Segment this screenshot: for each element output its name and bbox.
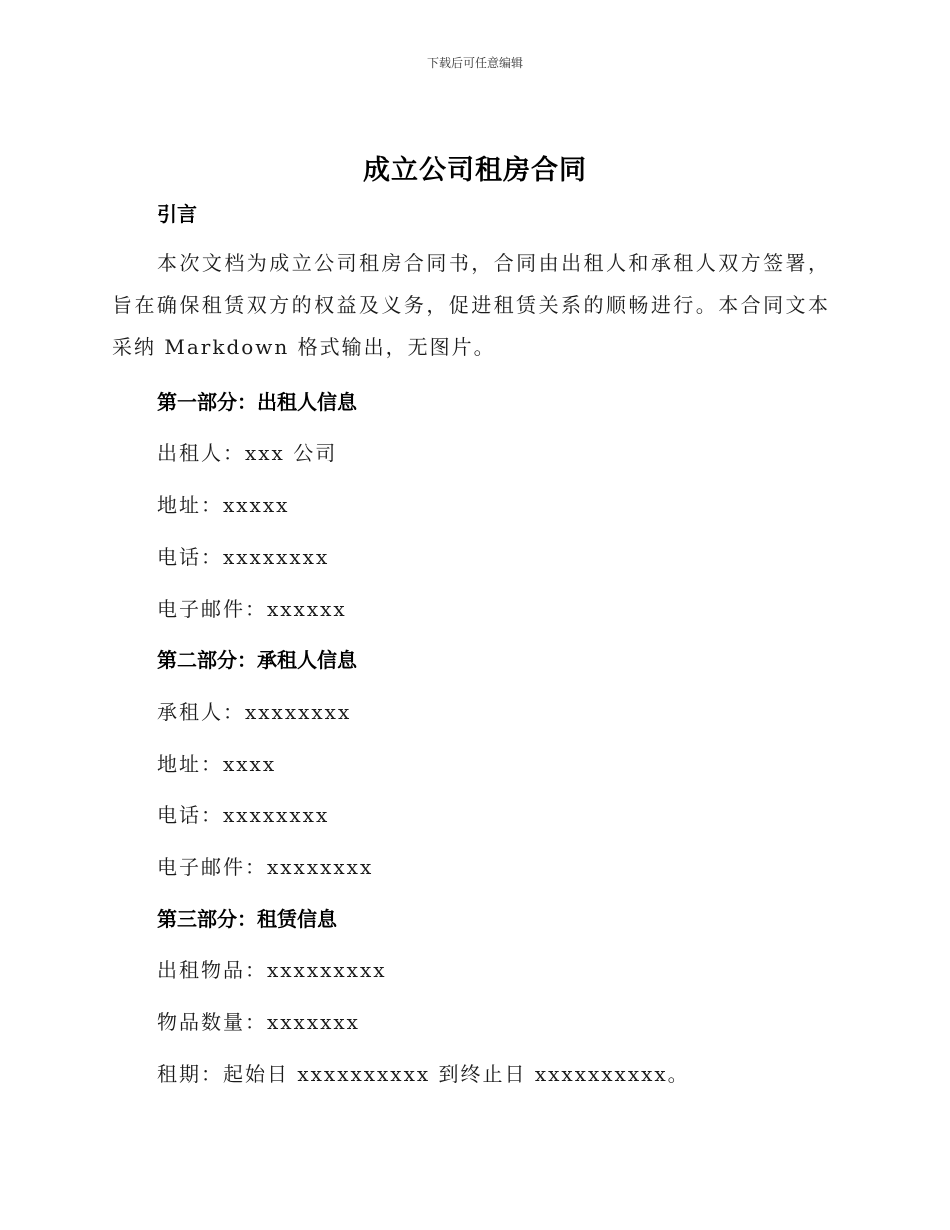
intro-heading: 引言: [157, 202, 197, 226]
lessor-address-field: 地址：xxxxx: [157, 493, 290, 517]
part3-heading-block: [112, 903, 830, 932]
lessee-field: 承租人：xxxxxxxx: [157, 700, 352, 724]
part1-heading: 第一部分：出租人信息: [157, 390, 357, 414]
item-quantity-field: 物品数量：xxxxxxx: [157, 1010, 360, 1034]
intro-paragraph: 本次文档为成立公司租房合同书，合同由出租人和承租人双方签署，旨在确保租赁双方的权益及义务，促进租赁关系的顺畅进行。本合同文本采纳 Markdown 格式输出，无图片。: [112, 251, 830, 359]
part1-email-block: [112, 593, 830, 622]
part1-phone-block: [112, 541, 830, 570]
part2-phone-block: [112, 799, 830, 828]
lessor-field: 出租人：xxx 公司: [157, 441, 338, 465]
header-note: 下载后可任意编辑: [426, 56, 523, 70]
page-title: 成立公司租房合同: [363, 155, 587, 186]
rental-term-field: 租期：起始日 xxxxxxxxxx 到终止日 xxxxxxxxxx。: [157, 1062, 690, 1086]
part3-term-block: [112, 1058, 830, 1087]
lessee-email-field: 电子邮件：xxxxxxxx: [157, 855, 374, 879]
part3-heading: 第三部分：租赁信息: [157, 907, 337, 931]
part3-quantity-block: [112, 1006, 830, 1035]
part3-item-block: [112, 954, 830, 983]
intro-heading-block: [112, 198, 830, 227]
part2-heading-block: [112, 644, 830, 673]
lessor-email-field: 电子邮件：xxxxxx: [157, 597, 347, 621]
part1-lessor-block: [112, 437, 830, 466]
intro-paragraph-block: [112, 242, 830, 368]
part1-heading-block: [112, 386, 830, 415]
lessee-address-field: 地址：xxxx: [157, 752, 277, 776]
part1-address-block: [112, 489, 830, 518]
part2-email-block: [112, 851, 830, 880]
part2-address-block: [112, 748, 830, 777]
lessee-phone-field: 电话：xxxxxxxx: [157, 803, 330, 827]
part2-lessee-block: [112, 696, 830, 725]
rental-item-field: 出租物品：xxxxxxxxx: [157, 958, 387, 982]
lessor-phone-field: 电话：xxxxxxxx: [157, 545, 330, 569]
part2-heading: 第二部分：承租人信息: [157, 648, 357, 672]
